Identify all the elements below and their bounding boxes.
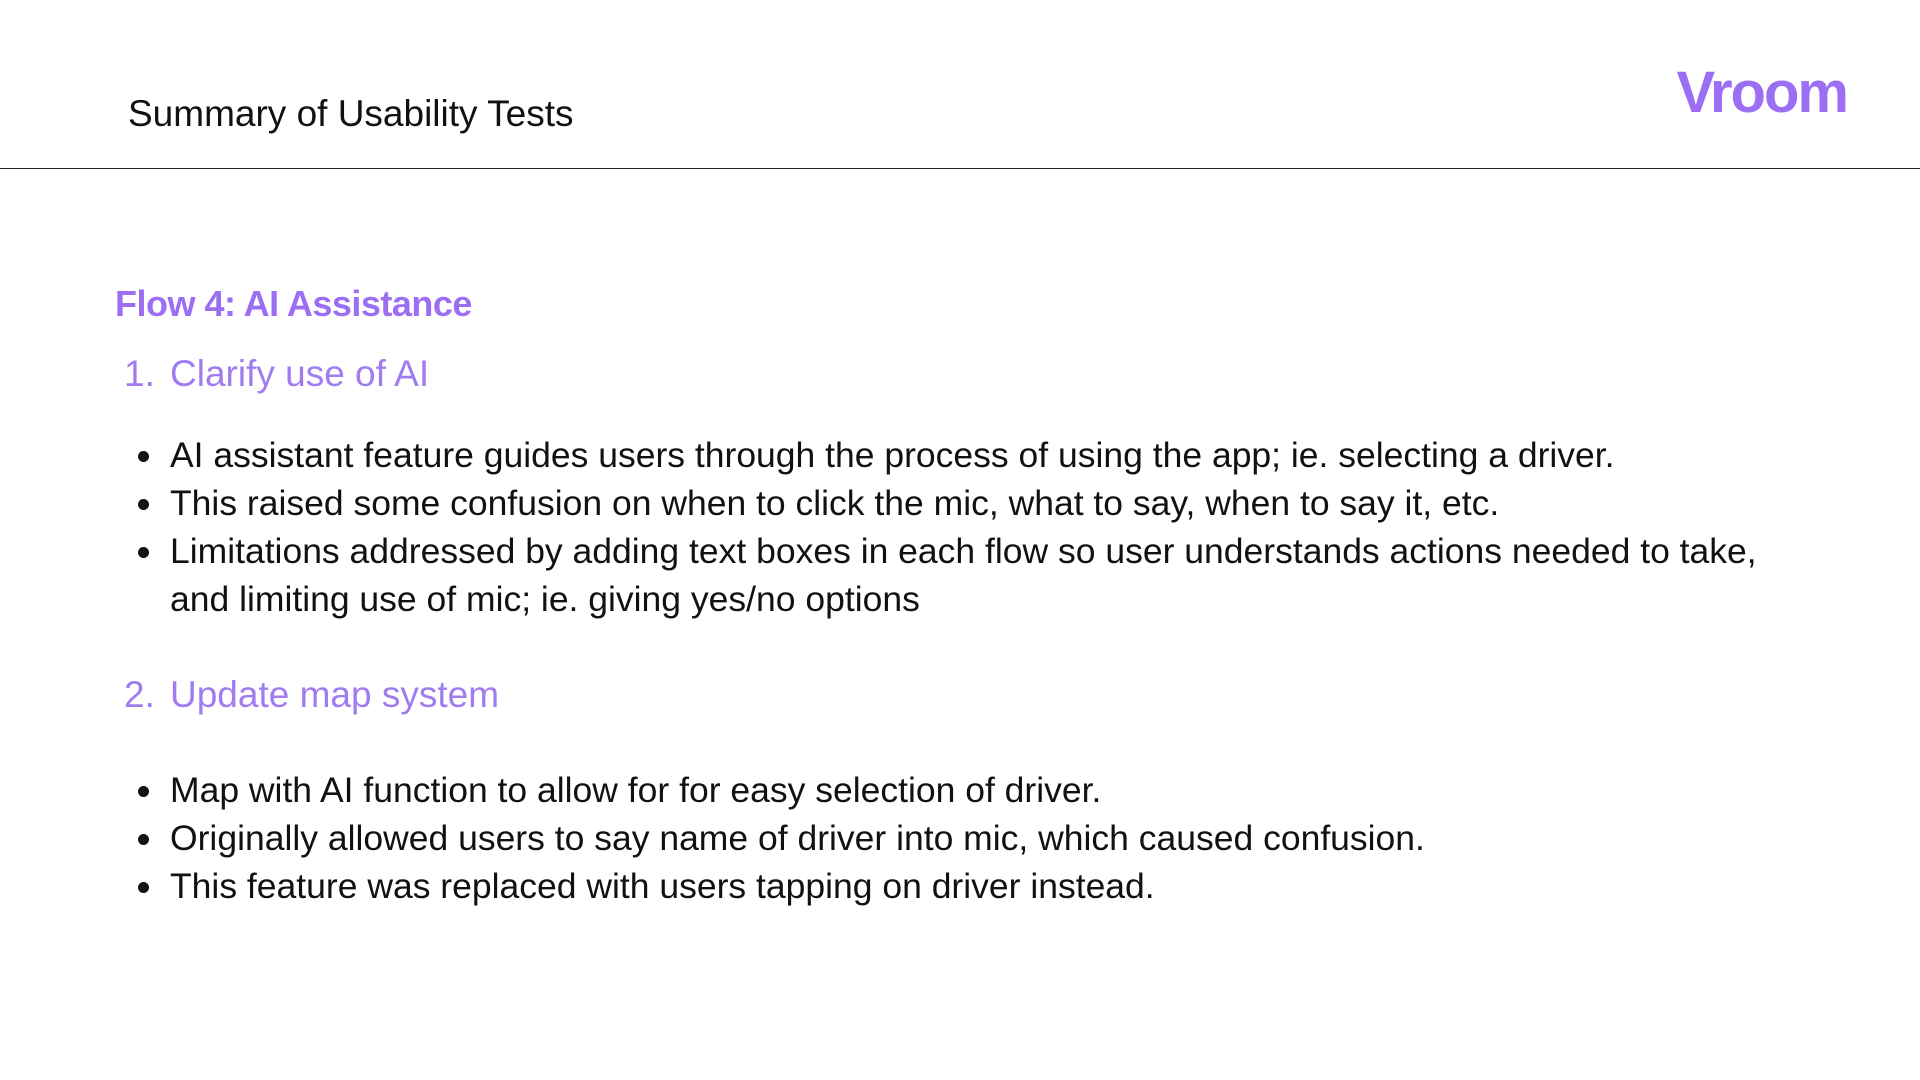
section-title-text: Clarify use of AI (170, 353, 430, 394)
bullet-dot-icon (138, 451, 149, 462)
section-title (124, 352, 429, 396)
list-item-text: Map with AI function to allow for for easy selection of driver. (170, 770, 1102, 810)
list-item-text: Limitations addressed by adding text boxes in each flow so user understands actions needed to take, and limiting use of mic; ie. giving yes/no options (170, 531, 1757, 619)
section-title (124, 673, 499, 717)
list-item-text: This raised some confusion on when to click the mic, what to say, when to say it, etc. (170, 483, 1500, 523)
bullet-dot-icon (138, 786, 149, 797)
list-item (136, 862, 1776, 910)
bullet-dot-icon (138, 882, 149, 893)
page-title: Summary of Usability Tests (128, 93, 574, 134)
section-number: 2. (124, 674, 155, 715)
section-number: 1. (124, 353, 155, 394)
list-item (136, 814, 1776, 862)
bullet-dot-icon (138, 834, 149, 845)
list-item (136, 431, 1776, 479)
section-title-text: Update map system (170, 674, 500, 715)
flow-heading: Flow 4: AI Assistance (115, 283, 472, 324)
brand-logo: Vroom (1676, 60, 1847, 125)
bullet-list (136, 431, 1776, 623)
list-item-text: Originally allowed users to say name of driver into mic, which caused confusion. (170, 818, 1425, 858)
list-item-text: AI assistant feature guides users through the process of using the app; ie. selecting a driver. (170, 435, 1615, 475)
list-item-text: This feature was replaced with users tapping on driver instead. (170, 866, 1155, 906)
bullet-list (136, 766, 1776, 910)
bullet-dot-icon (138, 499, 149, 510)
bullet-dot-icon (138, 547, 149, 558)
list-item (136, 479, 1776, 527)
list-item (136, 766, 1776, 814)
header-divider (0, 168, 1920, 169)
list-item (136, 527, 1776, 623)
